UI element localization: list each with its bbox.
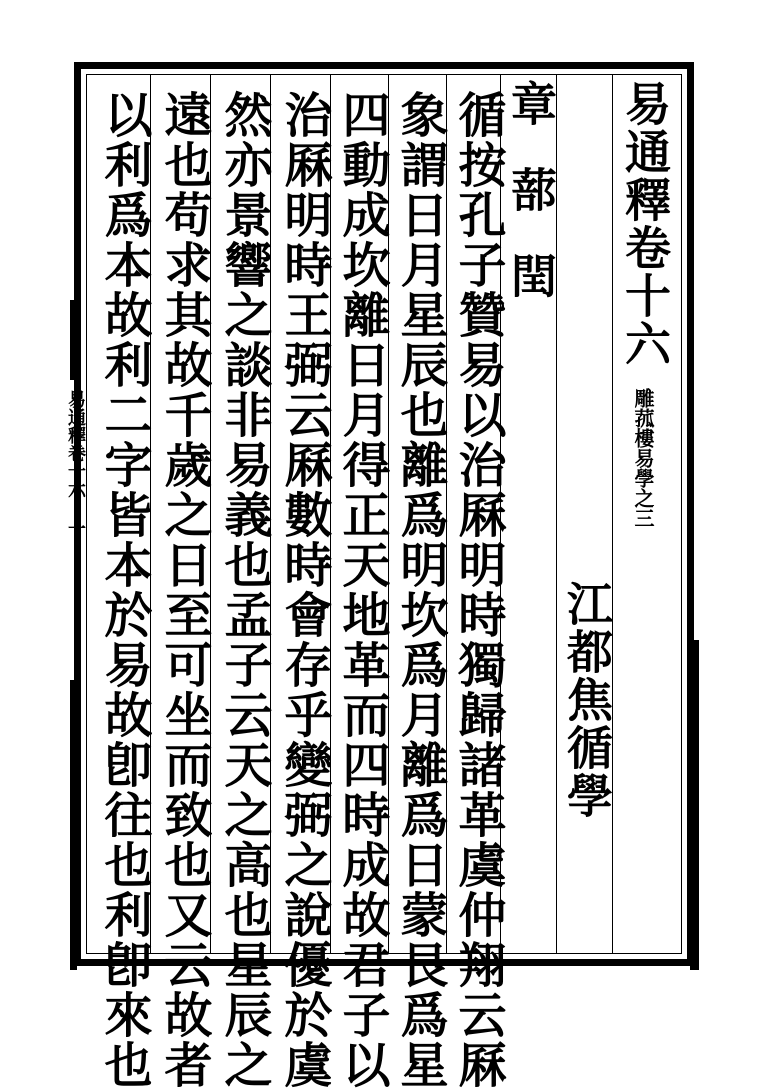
margin-bar (70, 680, 77, 970)
margin-bar (70, 300, 77, 380)
margin-text: 易通釋卷十六 一 (65, 390, 86, 537)
text-column-7: 以利爲本故利二字皆本於易故卽往也利卽來也 (96, 90, 152, 1090)
right-edge-bar (690, 640, 699, 970)
author-line: 江都焦循學 (560, 580, 614, 820)
text-column-3: 四動成坎離日月得正天地革而四時成故君子以 (334, 90, 390, 1090)
text-column-5: 然亦景響之談非易義也孟子云天之高也星辰之 (216, 90, 272, 1090)
subtitle-note: 雕菰樓易學之三 (631, 388, 655, 528)
text-column-1: 循按孔子贊易以治厤明時獨歸諸革虞仲翔云厤 (450, 90, 506, 1090)
text-column-4: 治厤明時王弼云厤數時會存乎變弼之說優於虞 (276, 90, 332, 1090)
book-title: 易通釋卷十六 (618, 80, 672, 368)
section-heading: 章蔀閏 (504, 80, 558, 338)
column-rule (612, 74, 613, 954)
text-column-6: 遠也苟求其故千歲之日至可坐而致也又云故者 (156, 90, 212, 1090)
text-column-2: 象謂日月星辰也離爲明坎爲月離爲日蒙艮爲星 (392, 90, 448, 1090)
